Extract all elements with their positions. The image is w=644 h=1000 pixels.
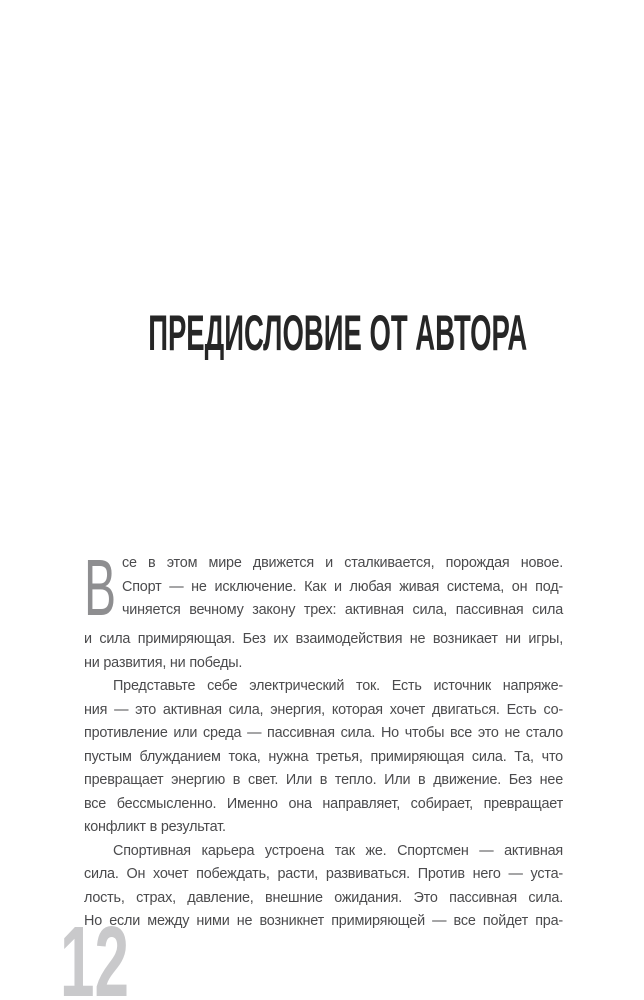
text-line: Спорт — не исключение. Как и любая живая система, он под- bbox=[122, 578, 563, 595]
body-text bbox=[84, 543, 563, 934]
text-line: пустым блужданием тока, нужна третья, примиряющая сила. Та, что bbox=[84, 748, 563, 765]
paragraph-3 bbox=[84, 840, 563, 934]
text-line: Спортивная карьера устроена так же. Спортсмен — активная bbox=[113, 842, 563, 859]
text-line: ния — это активная сила, энергия, которая хочет двигаться. Есть со- bbox=[84, 701, 563, 718]
text-line: Представьте себе электрический ток. Есть источник напряже- bbox=[113, 678, 563, 694]
drop-cap: В bbox=[84, 543, 116, 632]
page-title: ПРЕДИСЛОВИЕ ОТ АВТОРА bbox=[148, 305, 528, 361]
paragraph-1 bbox=[84, 543, 563, 675]
text-line: чиняется вечному закону трех: активная сила, пассивная сила bbox=[122, 602, 563, 618]
text-line: се в этом мире движется и сталкивается, порождая новое. bbox=[122, 555, 563, 571]
page-number: 12 bbox=[60, 906, 129, 1000]
text-line: превращает энергию в свет. Или в тепло. Или в движение. Без нее bbox=[84, 772, 563, 788]
text-line: и сила примиряющая. Без их взаимодействия не возникает ни игры, bbox=[84, 631, 563, 647]
text-line: лость, страх, давление, внешние ожидания. Это пассивная сила. bbox=[84, 889, 563, 906]
text-line: все бессмысленно. Именно она направляет, собирает, превращает bbox=[84, 795, 563, 812]
text-line: сила. Он хочет побеждать, расти, развиваться. Против него — уста- bbox=[84, 866, 563, 882]
text-line: Но если между ними не возникнет примиряющей — все пойдет пра- bbox=[84, 913, 563, 929]
text-line: конфликт в результат. bbox=[84, 819, 226, 835]
paragraph-2 bbox=[84, 675, 563, 840]
dropcap-lines bbox=[122, 552, 563, 628]
text-line: противление или среда — пассивная сила. Но чтобы все это не стало bbox=[84, 725, 563, 741]
dropcap-row bbox=[84, 543, 563, 632]
text-line: ни развития, ни победы. bbox=[84, 654, 243, 671]
